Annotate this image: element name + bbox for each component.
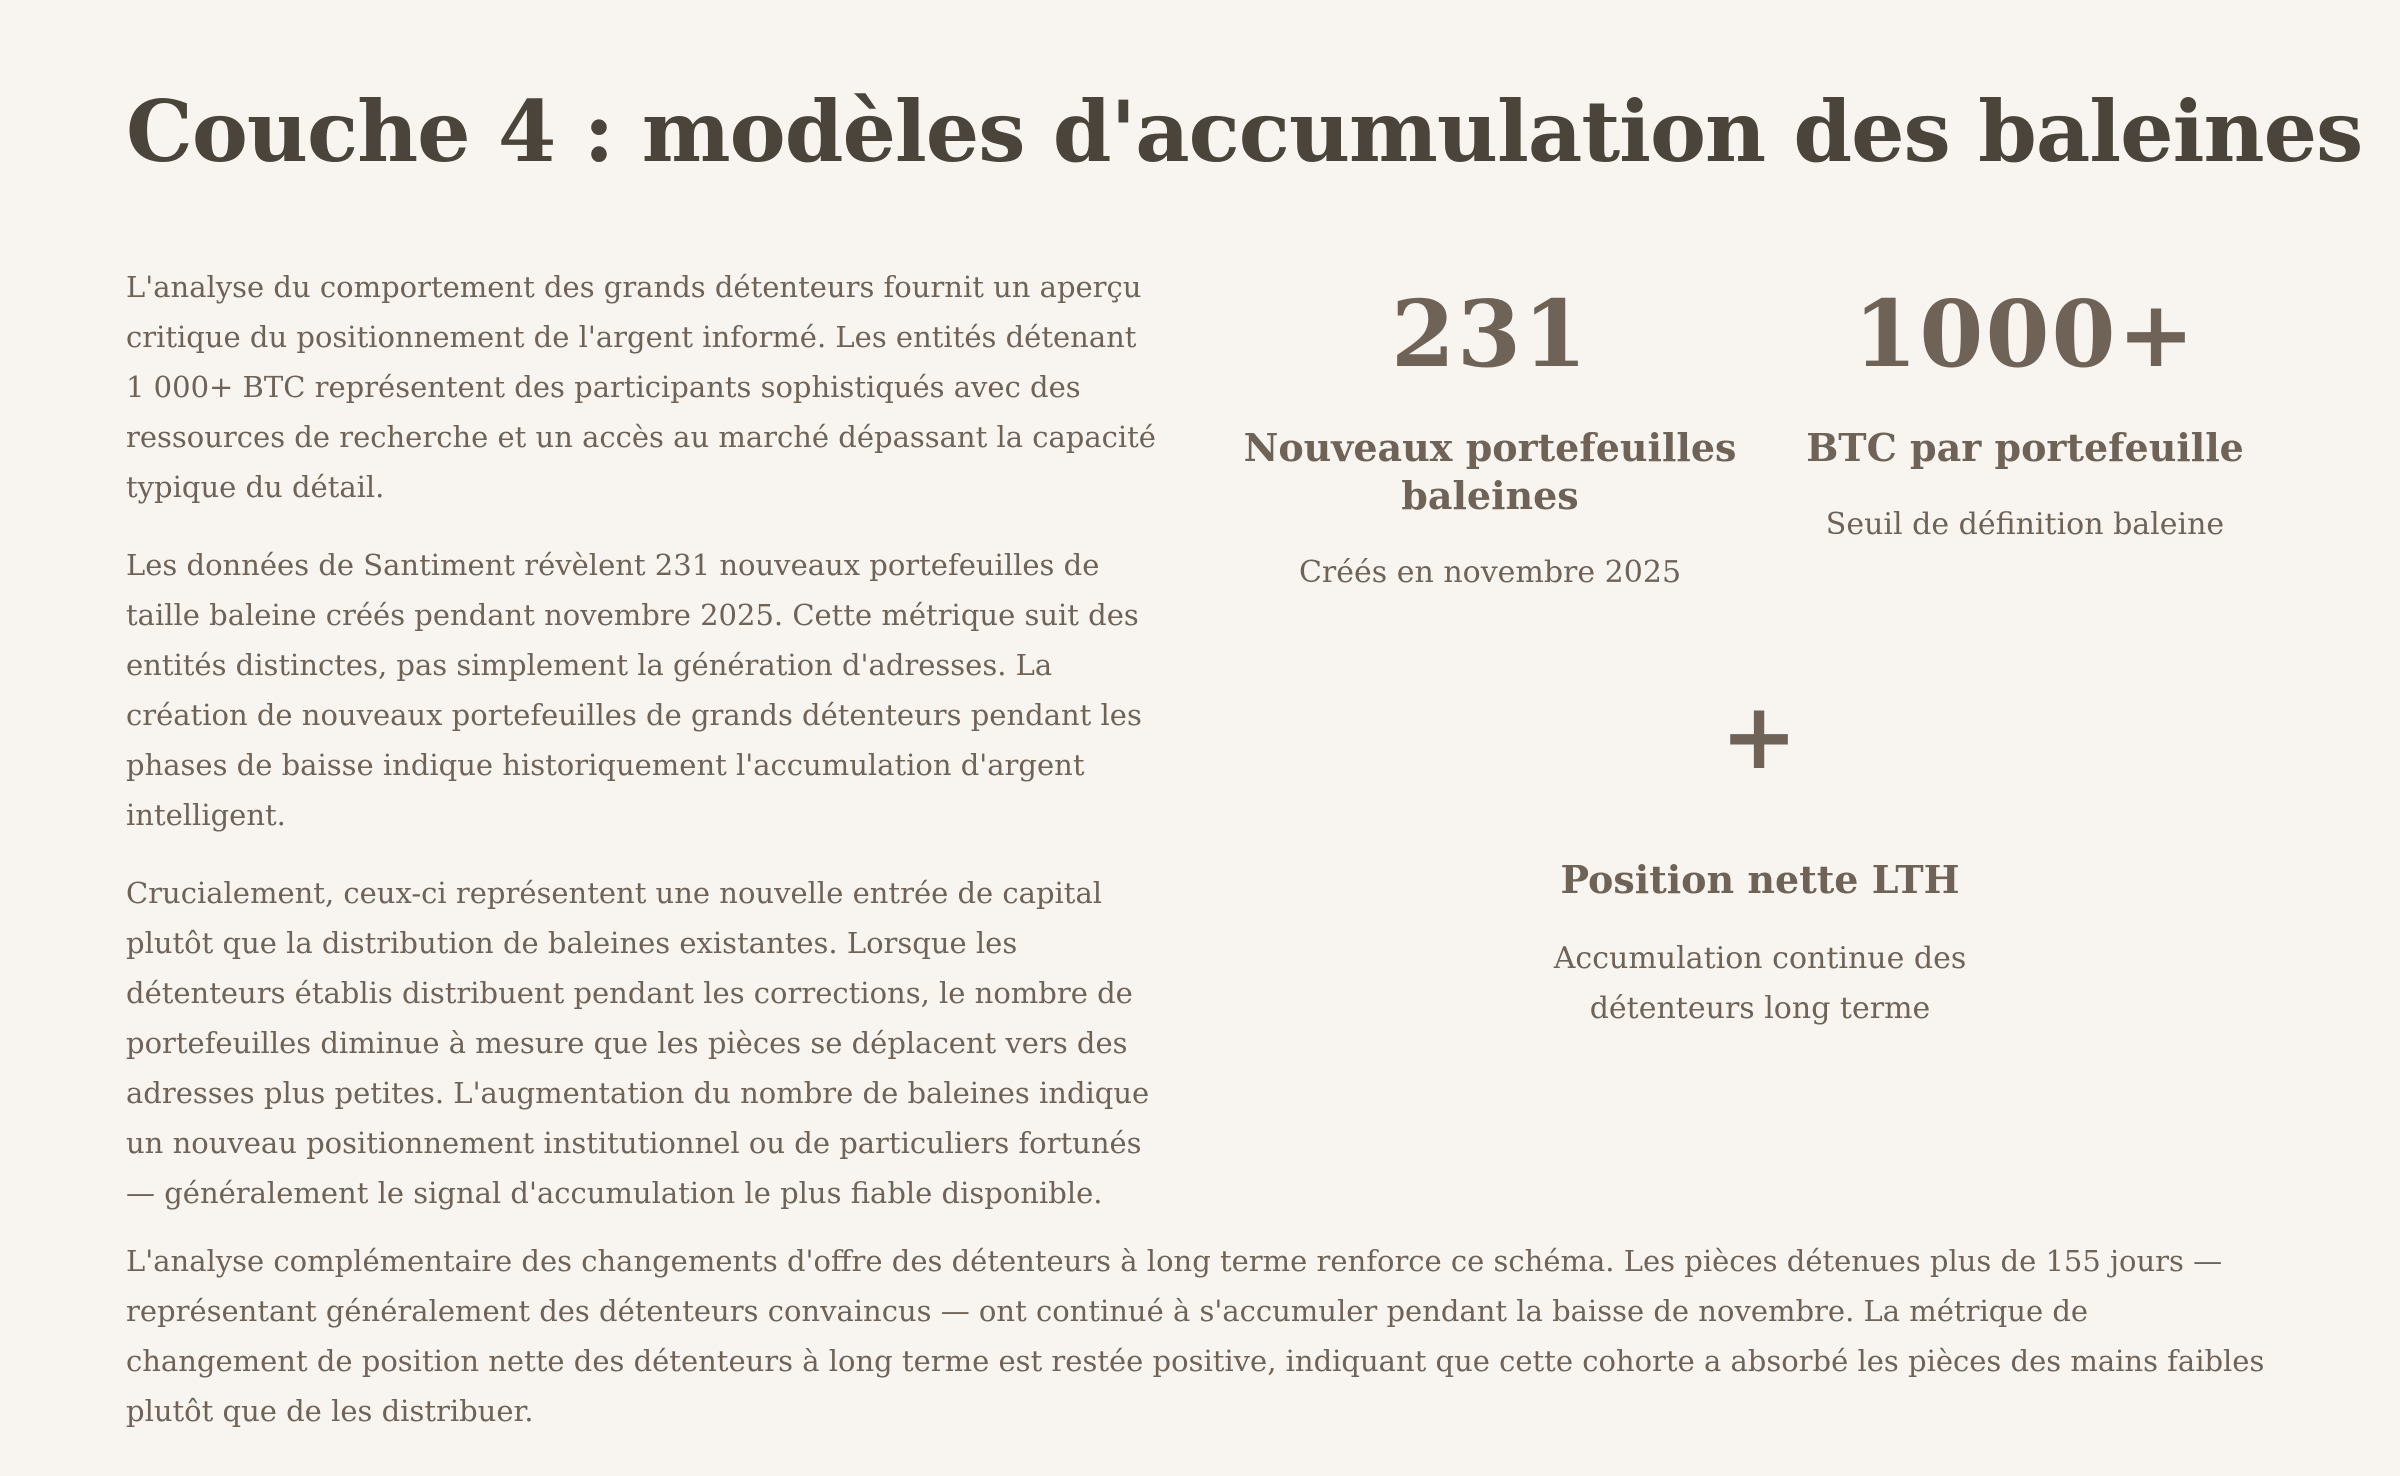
stat-value: 1000+ [1853,280,2197,388]
stat-lth-net-position [1460,682,2060,1034]
stat-label: Position nette LTH [1560,857,1960,902]
stat-value: 231 [1390,280,1590,388]
paragraph-lth-supply: L'analyse complémentaire des changements d'offre des détenteurs à long terme renforce ce schéma. Les pièces détenues plus de 155 jours — représentant généralement des détenteurs convaincus — ont continué à s'accumuler pendant la baisse de novembre. La métrique de changement de position nette des détenteurs à long terme est restée positive, indiquant que cette cohorte a absorbé les pièces des mains faibles plutôt que de les distribuer. [126,1244,2265,1428]
paragraph-new-capital: Crucialement, ceux-ci représentent une nouvelle entrée de capital plutôt que la distribution de baleines existantes. Lorsque les détenteurs établis distribuent pendant les corrections, le nombre de portefeuilles diminue à mesure que les pièces se déplacent vers des adresses plus petites. L'augmentation du nombre de baleines indique un nouveau positionnement institutionnel ou de particuliers fortunés — généralement le signal d'accumulation le plus fiable disponible. [126,876,1150,1210]
stat-btc-per-wallet [1780,280,2270,550]
stat-label: BTC par portefeuille [1806,425,2244,470]
stat-description: Accumulation continue des détenteurs long terme [1553,941,1967,1026]
paragraph-whale-behavior: L'analyse du comportement des grands détenteurs fournit un aperçu critique du positionnement de l'argent informé. Les entités détenant 1 000+ BTC représentent des participants sophistiqués avec des ressources de recherche et un accès au marché dépassant la capacité typique du détail. [126,270,1156,504]
plus-icon: + [1720,682,1800,790]
page-title: Couche 4 : modèles d'accumulation des baleines [126,82,2363,181]
paragraph-santiment-data: Les données de Santiment révèlent 231 nouveaux portefeuilles de taille baleine créés pendant novembre 2025. Cette métrique suit des entités distinctes, pas simplement la génération d'adresses. La création de nouveaux portefeuilles de grands détenteurs pendant les phases de baisse indique historiquement l'accumulation d'argent intelligent. [126,548,1142,832]
stat-description: Créés en novembre 2025 [1298,555,1682,590]
stat-description: Seuil de définition baleine [1825,507,2225,542]
stat-new-whale-wallets [1240,280,1740,598]
stat-label: Nouveaux portefeuilles baleines [1243,425,1737,518]
body-text-column [126,262,1156,1246]
